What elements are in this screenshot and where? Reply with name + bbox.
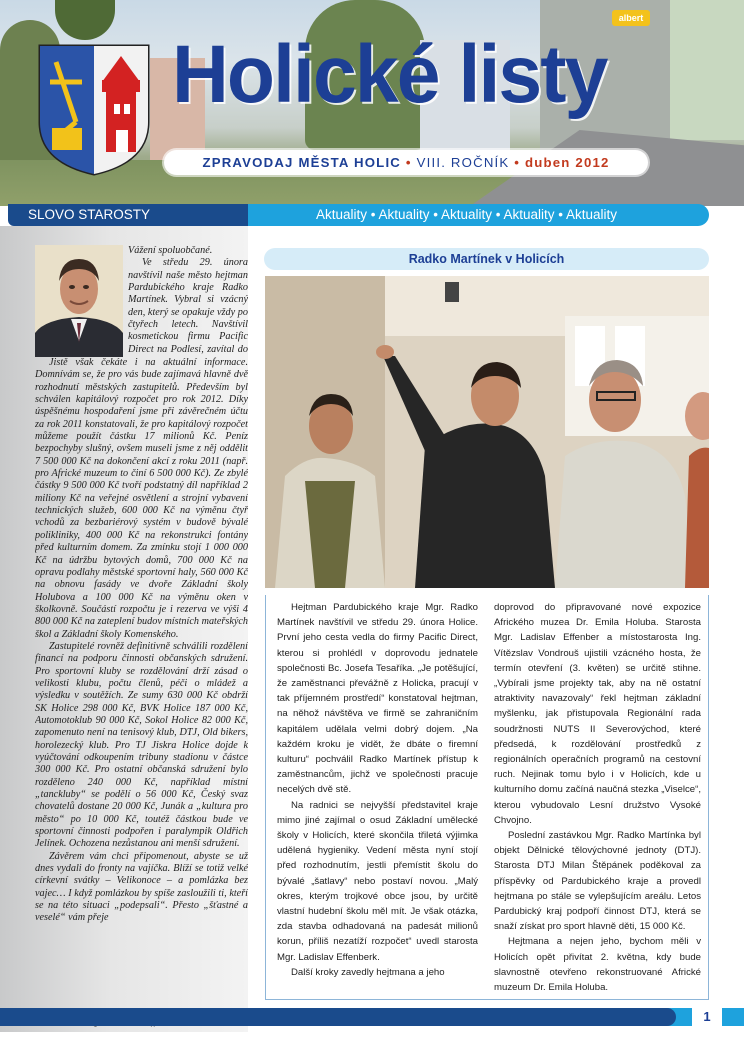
tree-top-center: [55, 0, 115, 40]
masthead-title: Holické listy: [172, 29, 607, 120]
article-column-1: [277, 600, 478, 1000]
article-paragraph: Hejtmana a nejen jeho, bychom měli v Holicích opět přivítat 2. května, kdy bude slavnostně otevřeno rekonstruované Africké muzeum Dr. Emila Holuba.: [494, 936, 701, 994]
section-header-starosta: SLOVO STAROSTY: [8, 204, 248, 226]
footer-bar-dark: [0, 1008, 676, 1026]
article-photo: [265, 276, 709, 588]
separator-dot: •: [405, 155, 412, 170]
mayor-paragraph-4: Závěrem vám chci připomenout, abyste se už dnes vydali do fronty na vajíčka. Blíží se totiž velké církevní svátky – Velikonoce – a pomlázka bez vajec… I když pomlázkou by spíše zasloužili ti, kteří se na této situaci „podepsali“. Přesto „šťastné a veselé“ vám přeje: [35, 850, 248, 924]
shop-sign: albert: [612, 10, 650, 26]
newsletter-name: ZPRAVODAJ MĚSTA HOLIC: [202, 155, 402, 170]
masthead: [0, 0, 744, 206]
article-title: Radko Martínek v Holicích: [264, 248, 709, 270]
background-building-far-right: [670, 0, 744, 140]
mayor-paragraph-3: Zastupitelé rovněž definitivně schválili rozdělení financí na podporu činnosti občanských sdružení. Pro sportovní kluby se rozdělování drží zásad o velikosti klubu, počtu členů, péči o mládež a výsledku v soutěžích. Ze sumy 630 000 Kč obdrží SK Holice 298 000 Kč, BVK Holice 187 000 Kč, Automotoklub 90 000 Kč, Sokol Holice 82 000 Kč, zapomenuto není na tenisový klub, DTJ, Old bikers, horolezecký klub. Pro TJ Jiskra Holice dojde k vyúčtování odkoupením tribuny stadionu v částce 300 000 Kč. Pro ostatní občanská sdružení bylo rozděleno 240 000 Kč, například místní „tanckluby“ se podělí o 56 000 Kč, Český svaz chovatelů dostane 20 000 Kč, Junák a „kultura pro město“ po 10 000 Kč, toutéž částkou bude ve sportovní činnosti podpořen i paralympik Oldřich Jelínek. Ochozena nezůstanou ani menší sdružení.: [35, 640, 248, 850]
article-paragraph: Na radnici se nejvyšší představitel kraje mimo jiné zajímal o osud Základní umělecké školy v Holicích, které skončila třiletá výjimka udělená hygieniky. Vedení města nyní stojí před rozhodnutím, jestli přemístit školu do bývalé „šatlavy“ nebo postaví novou. „Malý okres, kterým trojkové obce jsou, by určitě vlastní hudební školu měl mít. Je však otázka, zda stavba odhadovaná na padesát milionů korun, příliš nezatíží rozpočet“ uvedl starosta Mgr. Ladislav Effenberk.: [277, 799, 478, 963]
article-paragraph: Hejtman Pardubického kraje Mgr. Radko Martínek navštívil ve středu 29. února Holice. První jeho cesta vedla do firmy Pacific Direct, kterou si prohlédl v doprovodu jednatele společnosti Bc. Josefa Tesaříka. „Je potěšující, že zaměstnanci převážně z Holicka, pracují v tak příjemném prostředí“ konstatoval hejtman, na něhož návštěva ve firmě se zahraničním kapitálem udělala velmi dobrý dojem. „Na každém kroku je vidět, že dbáte o firemní kulturu“ pochválil Radko Martínek přístup k zaměstnancům, jichž ve společnosti pracuje necelých dvě stě.: [277, 602, 478, 796]
article-paragraph: doprovod do připravované nové expozice Afrického muzea Dr. Emila Holuba. Starosta Mgr. Ladislav Effenber a místostarosta Ing. Vítězslav Vondrouš ujistili vzácného hosta, že termín otevření (3. květen) se určitě stihne. „Vybírali jsme projekty tak, aby na ně ostatní atraktivity navazovaly“ řekl hejtman základní myšlenku, jak přistupovala Regionální rada soudržnosti NUTS II Severovýchod, které předsedá, k rozdělování prostředků z regionálních operačních programů na cestovní ruch. Nejinak tomu bylo i v Holicích, kde u kulturního domu začíná naučná stezka „Viselce“, kterou vybudovalo Lesní družstvo Vysoké Chvojno.: [494, 602, 701, 826]
mayor-letter-intro: [128, 245, 248, 355]
coat-of-arms-icon: [36, 42, 152, 177]
mayor-letter-body: [35, 357, 248, 1012]
page-number: 1: [692, 1008, 722, 1026]
separator-dot: •: [514, 155, 521, 170]
volume-label: VIII. ROČNÍK: [416, 155, 510, 170]
section-header-aktuality: Aktuality • Aktuality • Aktuality • Aktuality • Aktuality: [248, 204, 709, 226]
article-column-2: [494, 600, 701, 1000]
issue-date: duben 2012: [525, 155, 610, 170]
greeting: Vážení spoluobčané.: [128, 245, 213, 256]
masthead-subtitle-bar: [164, 150, 648, 175]
mayor-paragraph-1: Ve středu 29. února navštívil naše město hejtman Pardubického kraje Radko Martínek. Vybral si vzácný den, který se opakuje vždy po čtyřech letech. Navštívil kosmetickou firmu Pacific Direct na Podlesí, zavítal do: [128, 257, 248, 355]
mayor-paragraph-2: Jistě však čekáte i na aktuální informace. Domnívám se, že pro vás bude zajímavá hlavně dvě rozhodnutí městských zastupitelů. Především byl schválen kapitálový rozpočet pro rok 2012. Díky úspěšnému hospodaření jsme při závěrečném účtu za rok 2011 konstatovali, že pro kapitálový rozpočet můžeme použít částku 17 milionů Kč. Peníz bezpochyby slušný, ovšem museli jsme z něj oddělit 7 500 000 Kč na dokončení akcí z roku 2011 (např. pro Africké muzeum to činí 6 500 000 Kč). Ze zbylé částky 9 500 000 Kč tvoří podstatný díl například 2 miliony Kč na veřejné osvětlení a strojní vybavení technických služeb, 600 000 Kč na výměnu čtyř vchodů za bezbariérový systém v budově bývalé polikliniky, 400 000 Kč na rekonstrukci fontány před kulturním domem. Za zmínku stojí 1 000 000 Kč na údržbu bytových domů, 700 000 Kč na opravu podlahy městské sportovní haly, 560 000 Kč na obnovu fasády ve dvoře Základní školy Holubova a 100 000 Kč na výměnu oken v školkovně. Součástí rozpočtu je i rezerva ve výši 4 800 000 Kč na zateplení budov místních mateřských škol a Základní školy Komenského.: [35, 357, 248, 640]
article-paragraph: Poslední zastávkou Mgr. Radko Martínka byl objekt Dělnické tělovýchovné jednoty (DTJ). Starosta DTJ Milan Štěpánek poděkoval za příspěvky od Pardubického kraje a provedl hejtmana po stále se vylepšujícím areálu. Letos Pardubický kraj podpoří činnost DTJ, která se snaží získat pro sport hlavně děti, 15 000 Kč.: [494, 830, 701, 933]
mayor-portrait: [35, 245, 123, 357]
article-paragraph: Další kroky zavedly hejtmana a jeho: [291, 966, 445, 978]
